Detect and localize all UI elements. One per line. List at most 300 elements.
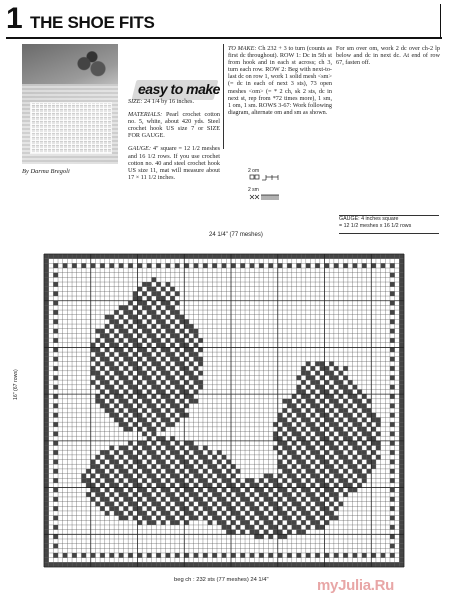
filled-mesh [250, 562, 255, 567]
filled-mesh [175, 291, 180, 296]
filled-mesh [53, 497, 58, 502]
filled-mesh [259, 534, 264, 539]
filled-mesh [44, 357, 49, 362]
filled-mesh [236, 469, 241, 474]
filled-mesh [399, 488, 404, 493]
filled-mesh [156, 436, 161, 441]
gauge-line-2: = 12 1/2 meshes x 16 1/2 rows [339, 223, 412, 229]
filled-mesh [194, 333, 199, 338]
filled-mesh [53, 422, 58, 427]
filled-mesh [212, 263, 217, 268]
filled-mesh [399, 460, 404, 465]
filled-mesh [152, 361, 157, 366]
filled-mesh [44, 282, 49, 287]
filled-mesh [287, 263, 292, 268]
filled-mesh [371, 436, 376, 441]
filled-mesh [203, 460, 208, 465]
filled-mesh [161, 413, 166, 418]
filled-mesh [399, 319, 404, 324]
filled-mesh [161, 394, 166, 399]
filled-mesh [138, 263, 143, 268]
filled-mesh [95, 478, 100, 483]
filled-mesh [44, 259, 49, 264]
filled-mesh [156, 422, 161, 427]
filled-mesh [301, 460, 306, 465]
filled-mesh [278, 488, 283, 493]
filled-mesh [399, 562, 404, 567]
filled-mesh [175, 301, 180, 306]
filled-mesh [119, 562, 124, 567]
filled-mesh [133, 408, 138, 413]
filled-mesh [273, 432, 278, 437]
filled-mesh [152, 520, 157, 525]
filled-mesh [339, 418, 344, 423]
filled-mesh [128, 301, 133, 306]
column-divider [223, 44, 224, 149]
filled-mesh [189, 371, 194, 376]
filled-mesh [53, 553, 58, 558]
filled-mesh [44, 422, 49, 427]
filled-mesh [315, 263, 320, 268]
filled-mesh [325, 436, 330, 441]
filled-mesh [264, 516, 269, 521]
filled-mesh [306, 371, 311, 376]
filled-mesh [329, 511, 334, 516]
filled-mesh [44, 366, 49, 371]
filled-mesh [152, 427, 157, 432]
filled-mesh [91, 483, 96, 488]
filled-mesh [278, 553, 283, 558]
filled-mesh [287, 422, 292, 427]
filled-mesh [91, 553, 96, 558]
filled-mesh [399, 558, 404, 563]
filled-mesh [100, 506, 105, 511]
filled-mesh [152, 488, 157, 493]
filled-mesh [152, 478, 157, 483]
filled-mesh [189, 399, 194, 404]
filled-mesh [147, 506, 152, 511]
filled-mesh [138, 389, 143, 394]
filled-mesh [292, 562, 297, 567]
filled-mesh [105, 380, 110, 385]
filled-mesh [292, 441, 297, 446]
filled-mesh [175, 380, 180, 385]
filled-mesh [325, 483, 330, 488]
filled-mesh [44, 291, 49, 296]
filled-mesh [53, 534, 58, 539]
filled-mesh [268, 534, 273, 539]
filled-mesh [133, 305, 138, 310]
filled-mesh [198, 478, 203, 483]
filled-mesh [390, 282, 395, 287]
filled-mesh [53, 310, 58, 315]
filled-mesh [343, 422, 348, 427]
filled-mesh [273, 502, 278, 507]
filled-mesh [301, 520, 306, 525]
filled-mesh [133, 343, 138, 348]
filled-mesh [306, 478, 311, 483]
filled-mesh [44, 315, 49, 320]
filled-mesh [156, 553, 161, 558]
filled-mesh [236, 492, 241, 497]
legend-symbols [248, 166, 328, 206]
filled-mesh [203, 263, 208, 268]
filled-mesh [306, 422, 311, 427]
filled-mesh [189, 478, 194, 483]
filled-mesh [334, 460, 339, 465]
filled-mesh [170, 389, 175, 394]
filled-mesh [184, 324, 189, 329]
filled-mesh [339, 455, 344, 460]
filled-mesh [152, 291, 157, 296]
filled-mesh [385, 254, 390, 259]
filled-mesh [231, 511, 236, 516]
filled-mesh [147, 474, 152, 479]
filled-mesh [306, 525, 311, 530]
filled-mesh [287, 254, 292, 259]
filled-mesh [301, 562, 306, 567]
filled-mesh [367, 422, 372, 427]
filled-mesh [147, 497, 152, 502]
filled-mesh [296, 436, 301, 441]
filled-mesh [348, 483, 353, 488]
filled-mesh [170, 366, 175, 371]
filled-mesh [44, 436, 49, 441]
filled-mesh [123, 366, 128, 371]
filled-mesh [250, 478, 255, 483]
filled-mesh [273, 446, 278, 451]
filled-mesh [399, 389, 404, 394]
filled-mesh [44, 310, 49, 315]
filled-mesh [142, 399, 147, 404]
filled-mesh [156, 263, 161, 268]
filled-mesh [310, 460, 315, 465]
filled-mesh [123, 474, 128, 479]
filled-mesh [44, 455, 49, 460]
filled-mesh [156, 291, 161, 296]
filled-mesh [222, 562, 227, 567]
filled-mesh [166, 263, 171, 268]
filled-mesh [371, 427, 376, 432]
filled-mesh [399, 539, 404, 544]
filled-mesh [399, 366, 404, 371]
filled-mesh [320, 446, 325, 451]
filled-mesh [399, 301, 404, 306]
filled-mesh [287, 413, 292, 418]
filled-mesh [156, 282, 161, 287]
filled-mesh [184, 553, 189, 558]
filled-mesh [353, 562, 358, 567]
filled-mesh [100, 254, 105, 259]
filled-mesh [119, 408, 124, 413]
filled-mesh [357, 389, 362, 394]
filled-mesh [315, 254, 320, 259]
filled-mesh [119, 553, 124, 558]
filled-mesh [329, 432, 334, 437]
filled-mesh [339, 450, 344, 455]
filled-mesh [296, 483, 301, 488]
filled-mesh [203, 254, 208, 259]
filled-mesh [287, 474, 292, 479]
filled-mesh [292, 502, 297, 507]
filled-mesh [142, 324, 147, 329]
filled-mesh [161, 450, 166, 455]
filled-mesh [123, 357, 128, 362]
filled-mesh [301, 427, 306, 432]
filled-mesh [44, 530, 49, 535]
filled-mesh [128, 310, 133, 315]
filled-mesh [147, 380, 152, 385]
filled-mesh [325, 263, 330, 268]
filled-mesh [236, 525, 241, 530]
filled-mesh [306, 455, 311, 460]
legend-sm-count: 2 sm [248, 187, 259, 193]
filled-mesh [282, 516, 287, 521]
filled-mesh [334, 446, 339, 451]
filled-mesh [109, 343, 114, 348]
filled-mesh [395, 254, 400, 259]
filled-mesh [133, 422, 138, 427]
filled-mesh [362, 464, 367, 469]
filled-mesh [306, 511, 311, 516]
filled-mesh [343, 478, 348, 483]
filled-mesh [194, 389, 199, 394]
filled-mesh [166, 371, 171, 376]
filled-mesh [119, 399, 124, 404]
filled-mesh [44, 296, 49, 301]
filled-mesh [296, 478, 301, 483]
filled-mesh [245, 511, 250, 516]
filled-mesh [282, 432, 287, 437]
filled-mesh [343, 432, 348, 437]
filled-mesh [147, 343, 152, 348]
filled-mesh [152, 450, 157, 455]
filled-mesh [105, 371, 110, 376]
filled-mesh [147, 287, 152, 292]
filled-mesh [278, 263, 283, 268]
filled-mesh [100, 399, 105, 404]
filled-mesh [86, 469, 91, 474]
filled-mesh [109, 455, 114, 460]
filled-mesh [390, 525, 395, 530]
filled-mesh [81, 478, 86, 483]
filled-mesh [152, 287, 157, 292]
filled-mesh [53, 338, 58, 343]
filled-mesh [166, 422, 171, 427]
filled-mesh [245, 520, 250, 525]
filled-mesh [170, 343, 175, 348]
filled-mesh [123, 310, 128, 315]
filled-mesh [194, 254, 199, 259]
filled-mesh [278, 254, 283, 259]
filled-mesh [278, 511, 283, 516]
filled-mesh [147, 436, 152, 441]
filled-mesh [142, 488, 147, 493]
filled-mesh [142, 469, 147, 474]
filled-mesh [194, 450, 199, 455]
filled-mesh [142, 432, 147, 437]
filled-mesh [334, 506, 339, 511]
filled-mesh [147, 403, 152, 408]
filled-mesh [109, 469, 114, 474]
filled-mesh [339, 478, 344, 483]
filled-mesh [156, 483, 161, 488]
filled-mesh [334, 450, 339, 455]
filled-mesh [250, 530, 255, 535]
filled-mesh [231, 464, 236, 469]
filled-mesh [194, 553, 199, 558]
filled-mesh [180, 478, 185, 483]
filled-mesh [119, 502, 124, 507]
filled-mesh [315, 553, 320, 558]
filled-mesh [231, 520, 236, 525]
filled-mesh [250, 553, 255, 558]
filled-mesh [170, 380, 175, 385]
filled-mesh [268, 478, 273, 483]
filled-mesh [100, 483, 105, 488]
filled-mesh [161, 497, 166, 502]
filled-mesh [310, 516, 315, 521]
legend-sm-symbol [250, 195, 279, 200]
filled-mesh [268, 562, 273, 567]
filled-mesh [320, 469, 325, 474]
filled-mesh [142, 338, 147, 343]
filled-mesh [133, 413, 138, 418]
filled-mesh [320, 422, 325, 427]
filled-mesh [175, 520, 180, 525]
filled-mesh [53, 460, 58, 465]
filled-mesh [105, 315, 110, 320]
filled-mesh [180, 469, 185, 474]
filled-mesh [292, 474, 297, 479]
filled-mesh [222, 488, 227, 493]
filled-mesh [339, 403, 344, 408]
filled-mesh [133, 483, 138, 488]
filled-mesh [245, 525, 250, 530]
filled-mesh [119, 263, 124, 268]
filled-mesh [292, 455, 297, 460]
filled-mesh [133, 399, 138, 404]
filled-mesh [119, 488, 124, 493]
filled-mesh [278, 520, 283, 525]
filled-mesh [170, 357, 175, 362]
filled-mesh [95, 455, 100, 460]
filled-mesh [343, 460, 348, 465]
filled-mesh [334, 497, 339, 502]
filled-mesh [334, 492, 339, 497]
filled-mesh [301, 436, 306, 441]
filled-mesh [198, 385, 203, 390]
filled-mesh [189, 385, 194, 390]
filled-mesh [161, 343, 166, 348]
filled-mesh [296, 553, 301, 558]
filled-mesh [348, 562, 353, 567]
filled-mesh [301, 464, 306, 469]
filled-mesh [222, 520, 227, 525]
filled-mesh [152, 385, 157, 390]
filled-mesh [301, 403, 306, 408]
filled-mesh [222, 502, 227, 507]
filled-mesh [189, 502, 194, 507]
filled-mesh [194, 506, 199, 511]
filled-mesh [189, 511, 194, 516]
filled-mesh [53, 562, 58, 567]
filled-mesh [301, 511, 306, 516]
filled-mesh [119, 324, 124, 329]
filled-mesh [161, 427, 166, 432]
filled-mesh [133, 361, 138, 366]
filled-mesh [325, 380, 330, 385]
filled-mesh [152, 511, 157, 516]
filled-mesh [329, 394, 334, 399]
filled-mesh [315, 502, 320, 507]
filled-mesh [390, 301, 395, 306]
filled-mesh [175, 347, 180, 352]
filled-mesh [399, 520, 404, 525]
filled-mesh [109, 562, 114, 567]
filled-mesh [399, 352, 404, 357]
filled-mesh [189, 347, 194, 352]
filled-mesh [353, 394, 358, 399]
filled-mesh [325, 394, 330, 399]
filled-mesh [208, 562, 213, 567]
filled-mesh [119, 418, 124, 423]
filled-mesh [44, 516, 49, 521]
filled-mesh [95, 469, 100, 474]
site-watermark: myJulia.Ru [317, 577, 395, 594]
filled-mesh [259, 562, 264, 567]
filled-mesh [306, 464, 311, 469]
filled-mesh [123, 254, 128, 259]
filled-mesh [334, 436, 339, 441]
filled-mesh [123, 305, 128, 310]
filled-mesh [390, 488, 395, 493]
filled-mesh [166, 478, 171, 483]
filled-mesh [91, 357, 96, 362]
filled-mesh [53, 450, 58, 455]
filled-mesh [133, 455, 138, 460]
filled-mesh [399, 544, 404, 549]
filled-mesh [63, 254, 68, 259]
filled-mesh [114, 474, 119, 479]
filled-mesh [329, 375, 334, 380]
filled-mesh [147, 352, 152, 357]
filled-mesh [156, 492, 161, 497]
filled-mesh [44, 502, 49, 507]
filled-mesh [184, 511, 189, 516]
materials-label: MATERIALS: [128, 111, 163, 119]
filled-mesh [180, 502, 185, 507]
filled-mesh [278, 464, 283, 469]
filled-mesh [147, 305, 152, 310]
filled-mesh [287, 436, 292, 441]
filled-mesh [114, 450, 119, 455]
filled-mesh [282, 488, 287, 493]
filled-mesh [194, 375, 199, 380]
filled-mesh [381, 254, 386, 259]
filled-mesh [217, 460, 222, 465]
filled-mesh [119, 469, 124, 474]
filled-mesh [175, 418, 180, 423]
photo-flowers [72, 50, 112, 84]
filled-mesh [142, 315, 147, 320]
filled-mesh [362, 408, 367, 413]
filled-mesh [156, 329, 161, 334]
filled-mesh [198, 254, 203, 259]
filled-mesh [399, 343, 404, 348]
filled-mesh [390, 291, 395, 296]
filled-mesh [152, 408, 157, 413]
